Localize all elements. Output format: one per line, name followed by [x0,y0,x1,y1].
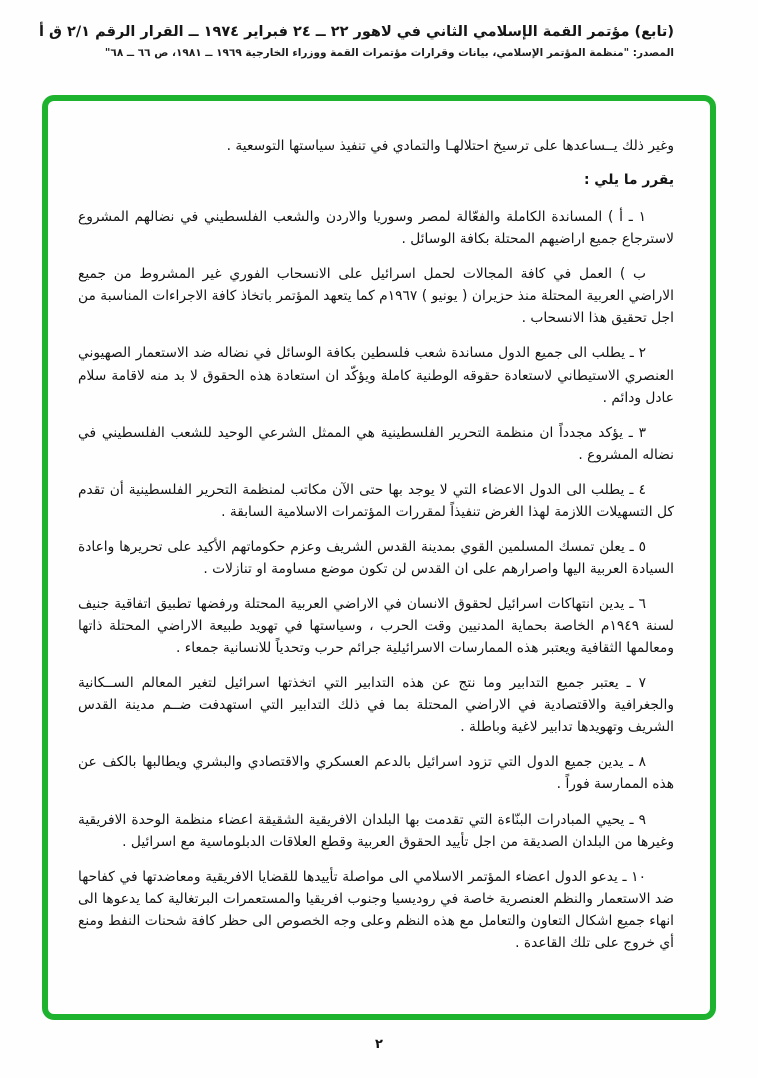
resolution-item-10: ١٠ ـ يدعو الدول اعضاء المؤتمر الاسلامي الى مواصلة تأييدها للقضايا الافريقية ومعاضدتها في كفاحها ضد الاستعمار والنظم العنصرية خاصة في روديسيا وجنوب افريقيا والمستعمرات البرتغالية كما يدعوها الى انهاء جميع اشكال التعاون والتعامل مع هذه النظم وعلى وجه الخصوص الى حظر كافة شحنات النفط ومنع أي خروج على تلك القاعدة . [78,868,674,951]
resolution-item-6: ٦ ـ يدين انتهاكات اسرائيل لحقوق الانسان في الاراضي العربية المحتلة ورفضها تطبيق اتفاقية جنيف لسنة ١٩٤٩م الخاصة بحماية المدنيين وقت الحرب ، وسياستها في تهويد طبيعة الاراضي المحتلة ذاتها ومعالمها الثقافية ويعتبر هذه الممارسات الاسرائيلية جرائم حرب وتحدياً للانسانية جمعاء . [78,596,674,657]
resolution-item-8: ٨ ـ يدين جميع الدول التي تزود اسرائيل بالدعم العسكري والاقتصادي والبشري ويطالبها بالكف عن هذه الممارسة فوراً . [78,754,674,793]
resolution-item-1a: ١ ـ أ ) المساندة الكاملة والفعّالة لمصر وسوريا والاردن والشعب الفلسطيني في نضالهم المشروع لاسترجاع جميع اراضيهم المحتلة بكافة الوسائل . [78,209,674,248]
intro-paragraph: وغير ذلك يــساعدها على ترسيخ احتلالهـا والتمادي في تنفيذ سياستها التوسعية . [226,138,674,154]
resolution-item-4: ٤ ـ يطلب الى الدول الاعضاء التي لا يوجد بها حتى الآن مكاتب لمنظمة التحرير الفلسطينية أن تقدم كل التسهيلات اللازمة لهذا الغرض تنفيذاً لمقررات المؤتمرات الاسلامية السابقة . [78,481,674,520]
document-header [40,24,674,59]
resolution-item-1b: ب ) العمل في كافة المجالات لحمل اسرائيل على الانسحاب الفوري غير المشروط من جميع الاراضي العربية المحتلة منذ حزيران ( يونيو ) ١٩٦٧م كما يتعهد المؤتمر باتخاذ كافة الاجراءات المناسبة من اجل تحقيق هذا الانسحاب . [78,266,674,327]
resolution-item-9: ٩ ـ يحيي المبادرات البنّاءة التي تقدمت بها البلدان الافريقية الشقيقة اعضاء منظمة الوحدة الافريقية وغيرها من البلدان الصديقة من اجل تأييد الحقوق العربية وقطع العلاقات الدبلوماسية مع اسرائيل . [78,811,674,850]
resolution-item-7: ٧ ـ يعتبر جميع التدابير وما نتج عن هذه التدابير التي اتخذتها اسرائيل لتغير المعالم الســكانية والجغرافية والاقتصادية في الاراضي المحتلة بما في ذلك التدابير التي استهدفت ضــم مدينة القدس الشريف وتهويدها تدابير لاغية وباطلة . [78,675,674,736]
page-number: ٢ [375,1037,383,1052]
header-title: (تابع) مؤتمر القمة الإسلامي الثاني في لاهور ٢٢ ــ ٢٤ فبراير ١٩٧٤ ــ القرار الرقم ٢/١ ق أ [39,24,674,40]
resolution-frame [42,95,716,1020]
decides-heading: يقرر ما يلي : [583,172,674,189]
resolution-item-5: ٥ ـ يعلن تمسك المسلمين القوي بمدينة القدس الشريف وعزم حكوماتهم الأكيد على تحريرها واعادة السيادة العربية اليها واصرارهم على ان القدس لن تكون موضع مساومة او تنازلات . [78,538,674,577]
header-source: المصدر: "منظمة المؤتمر الإسلامي، بيانات وقرارات مؤتمرات القمة ووزراء الخارجية ١٩٦٩ ــ ١٩٨١، ص ٦٦ ــ ٦٨" [104,47,674,59]
resolution-item-3: ٣ ـ يؤكد مجدداً ان منظمة التحرير الفلسطينية هي الممثل الشرعي الوحيد للشعب الفلسطيني في نضاله المشروع . [78,424,674,463]
resolution-item-2: ٢ ـ يطلب الى جميع الدول مساندة شعب فلسطين بكافة الوسائل في نضاله ضد الاستعمار الصهيوني العنصري الاستيطاني لاستعادة حقوقه الوطنية كاملة ويؤكّد ان استعادة هذه الحقوق لا بد منه لاقامة سلام عادل ودائم . [78,345,674,406]
